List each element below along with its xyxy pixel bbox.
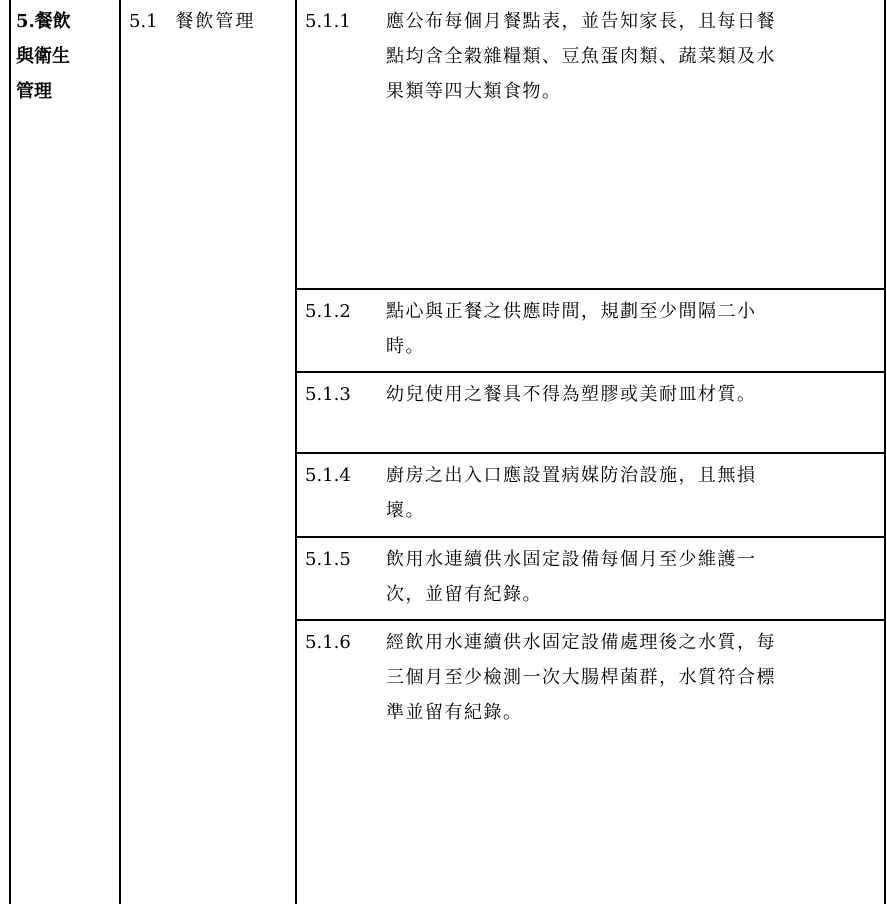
category-line: 5.餐飲: [16, 11, 71, 32]
item-number: 5.1.3: [305, 384, 351, 405]
category-line: 與衛生: [16, 46, 70, 67]
item-text: [386, 294, 876, 364]
table-border-left: [9, 0, 11, 904]
item-text-line: 三個月至少檢測一次大腸桿菌群，水質符合標: [386, 667, 776, 688]
row-divider: [295, 288, 886, 290]
item-text: [386, 458, 876, 528]
subcategory-number: 5.1: [129, 11, 158, 32]
item-text-line: 廚房之出入口應設置病媒防治設施，且無損: [386, 465, 757, 486]
item-text-line: 點均含全穀雜糧類、豆魚蛋肉類、蔬菜類及水: [386, 46, 776, 67]
item-text: [386, 542, 876, 612]
item-number: 5.1.4: [305, 465, 351, 486]
item-text-line: 幼兒使用之餐具不得為塑膠或美耐皿材質。: [386, 384, 757, 405]
item-text-line: 次，並留有紀錄。: [386, 584, 542, 605]
item-number: 5.1.6: [305, 632, 351, 653]
item-text-line: 時。: [386, 336, 425, 357]
subcategory-cell: [129, 4, 255, 39]
item-text-line: 飲用水連續供水固定設備每個月至少維護一: [386, 549, 757, 570]
item-text: [386, 625, 876, 730]
item-number: 5.1.1: [305, 11, 351, 32]
row-divider: [295, 619, 886, 621]
item-number: 5.1.2: [305, 301, 351, 322]
row-divider: [295, 371, 886, 373]
item-text-line: 準並留有紀錄。: [386, 702, 523, 723]
row-divider: [295, 536, 886, 538]
item-text-line: 應公布每個月餐點表，並告知家長，且每日餐: [386, 11, 776, 32]
category-line: 管理: [16, 81, 52, 102]
item-text-line: 果類等四大類食物。: [386, 81, 562, 102]
column-divider-1: [119, 0, 121, 904]
item-text: [386, 377, 876, 412]
category-cell: [16, 4, 106, 109]
item-text-line: 經飲用水連續供水固定設備處理後之水質，每: [386, 632, 776, 653]
item-number: 5.1.5: [305, 549, 351, 570]
row-divider: [295, 452, 886, 454]
item-text: [386, 4, 876, 109]
subcategory-label: 餐飲管理: [175, 11, 256, 32]
item-text-line: 壞。: [386, 500, 425, 521]
item-text-line: 點心與正餐之供應時間，規劃至少間隔二小: [386, 301, 757, 322]
